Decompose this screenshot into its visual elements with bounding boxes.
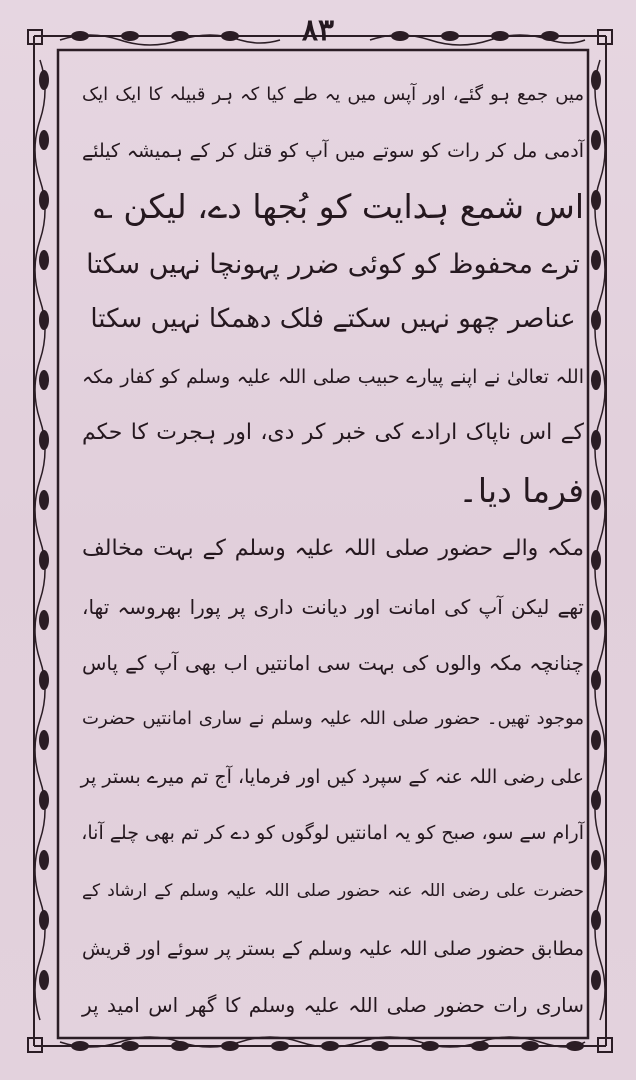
text-line: آدمی مل کر رات کو سوتے میں آپ کو قتل کر کے ہمیشہ کیلئے — [82, 140, 584, 162]
text-line: علی رضی اللہ عنہ کے سپرد کیں اور فرمایا، آج تم میرے بستر پر — [80, 766, 584, 788]
text-line: حضرت علی رضی اللہ عنہ حضور صلی اللہ علیہ وسلم کے ارشاد کے — [82, 881, 584, 901]
text-line: چنانچہ مکہ والوں کی بہت سی امانتیں اب بھی آپ کے پاس — [82, 651, 584, 675]
text-line: آرام سے سو، صبح کو یہ امانتیں لوگوں کو دے کر تم بھی چلے آنا، — [81, 822, 584, 844]
text-line: اللہ تعالیٰ نے اپنے پیارے حبیب صلی اللہ علیہ وسلم کو کفار مکہ — [82, 366, 584, 388]
body-text — [82, 62, 584, 1032]
text-line: مکہ والے حضور صلی اللہ علیہ وسلم کے بہت مخالف — [82, 536, 584, 561]
text-line: تھے لیکن آپ کی امانت اور دیانت داری پر پورا بھروسہ تھا، — [82, 595, 584, 619]
text-line: اس شمع ہدایت کو بُجھا دے، لیکن ؎ — [93, 187, 584, 226]
text-line: کے اس ناپاک ارادے کی خبر کر دی، اور ہجرت کا حکم — [82, 420, 584, 445]
text-line: مطابق حضور صلی اللہ علیہ وسلم کے بستر پر سوئے اور قریش — [82, 938, 584, 960]
text-line: ساری رات حضور صلی اللہ علیہ وسلم کا گھر اس امید پر — [82, 993, 584, 1017]
text-line: فرما دیا۔ — [458, 471, 584, 510]
page-number: ۸۳ — [301, 13, 335, 48]
text-line: موجود تھیں۔ حضور صلی اللہ علیہ وسلم نے ساری امانتیں حضرت — [82, 708, 584, 729]
verse-line: عناصر چھو نہیں سکتے فلک دھمکا نہیں سکتا — [90, 304, 576, 334]
text-line: میں جمع ہو گئے، اور آپس میں یہ طے کیا کہ ہر قبیلہ کا ایک ایک — [82, 84, 584, 105]
verse-line: ترے محفوظ کو کوئی ضرر پہونچا نہیں سکتا — [86, 249, 580, 280]
